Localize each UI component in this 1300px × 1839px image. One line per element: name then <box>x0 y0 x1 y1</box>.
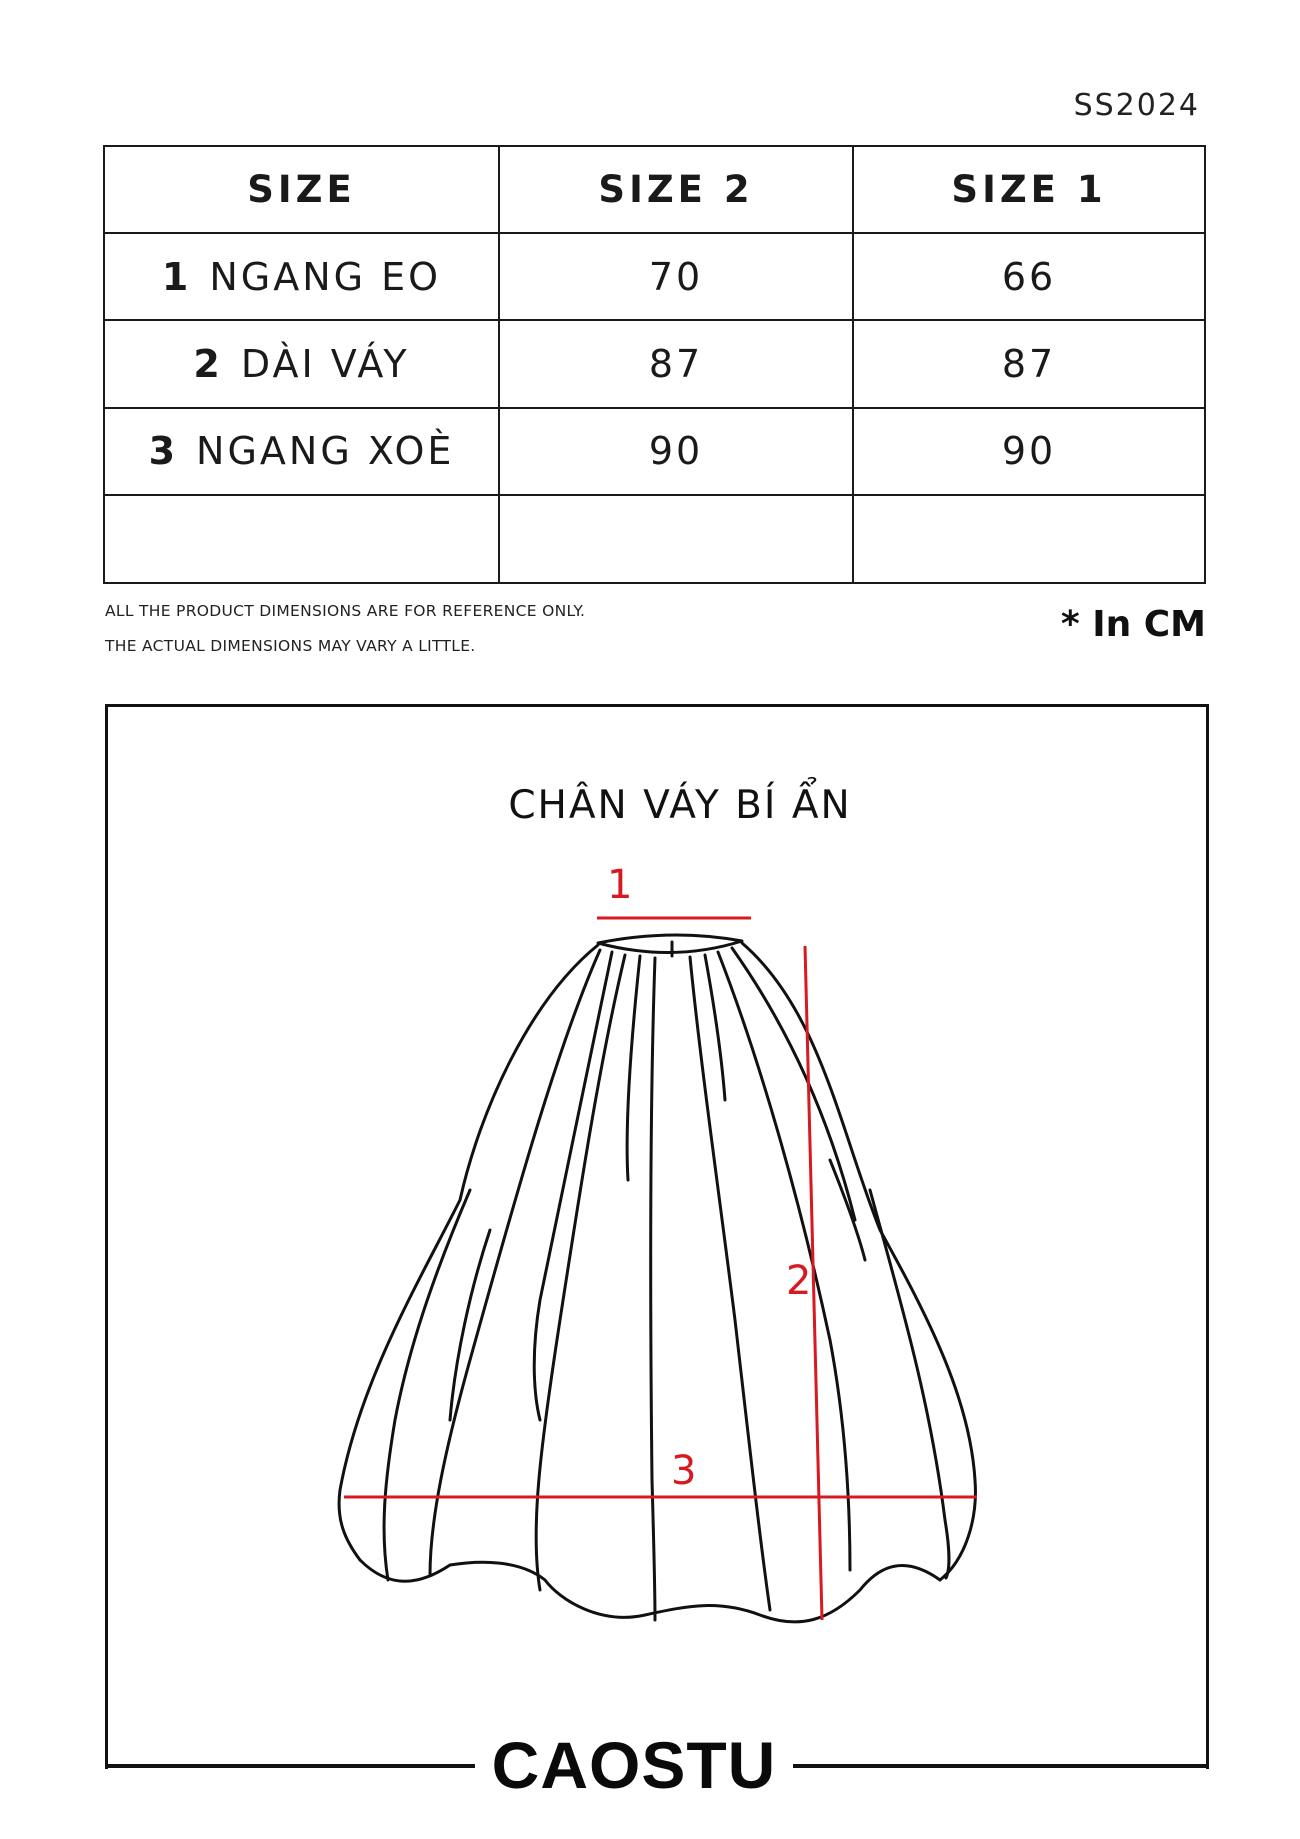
skirt-fold <box>705 955 725 1100</box>
row-name: DÀI VÁY <box>240 341 410 386</box>
variance-note: THE ACTUAL DIMENSIONS MAY VARY A LITTLE. <box>105 637 476 655</box>
row-number: 3 <box>148 429 179 474</box>
length-measure-label: 2 <box>786 1258 812 1304</box>
season-code: SS2024 <box>1073 88 1200 123</box>
skirt-fold <box>870 1190 949 1578</box>
skirt-fold <box>651 958 655 1620</box>
skirt-fold <box>536 955 625 1590</box>
cell-size-1: 90 <box>853 408 1205 495</box>
cell-size-2: 87 <box>499 320 853 407</box>
skirt-fold <box>718 952 850 1570</box>
header-size-1: SIZE 1 <box>853 146 1205 233</box>
row-number: 2 <box>193 341 223 386</box>
unit-note: * In CM <box>1060 604 1206 645</box>
waist-measure-label: 1 <box>607 862 633 908</box>
product-title: CHÂN VÁY BÍ ẨN <box>508 783 852 828</box>
header-size: SIZE <box>104 146 499 233</box>
cell-size-1: 87 <box>853 320 1205 407</box>
cell-size-1: 66 <box>853 233 1205 320</box>
cell-size-2: 70 <box>499 233 853 320</box>
skirt-left-edge <box>339 945 598 1560</box>
reference-note: ALL THE PRODUCT DIMENSIONS ARE FOR REFERENCE ONLY. <box>105 602 586 620</box>
skirt-fold <box>627 956 640 1180</box>
skirt-fold <box>534 952 612 1420</box>
skirt-waistband <box>598 935 742 953</box>
skirt-outline <box>339 935 975 1622</box>
header-size-2: SIZE 2 <box>499 146 853 233</box>
cell-size-2: 90 <box>499 408 853 495</box>
skirt-fold <box>384 1190 470 1580</box>
skirt-fold <box>450 1230 490 1420</box>
brand-logo-text: CAOSTU <box>491 1728 777 1802</box>
skirt-hem <box>360 1560 940 1622</box>
row-name: NGANG EO <box>209 254 442 299</box>
row-number: 1 <box>161 254 192 299</box>
skirt-fold <box>430 950 600 1575</box>
row-name: NGANG XOÈ <box>196 429 455 474</box>
skirt-fold <box>690 957 770 1610</box>
hem-measure-label: 3 <box>671 1448 697 1494</box>
